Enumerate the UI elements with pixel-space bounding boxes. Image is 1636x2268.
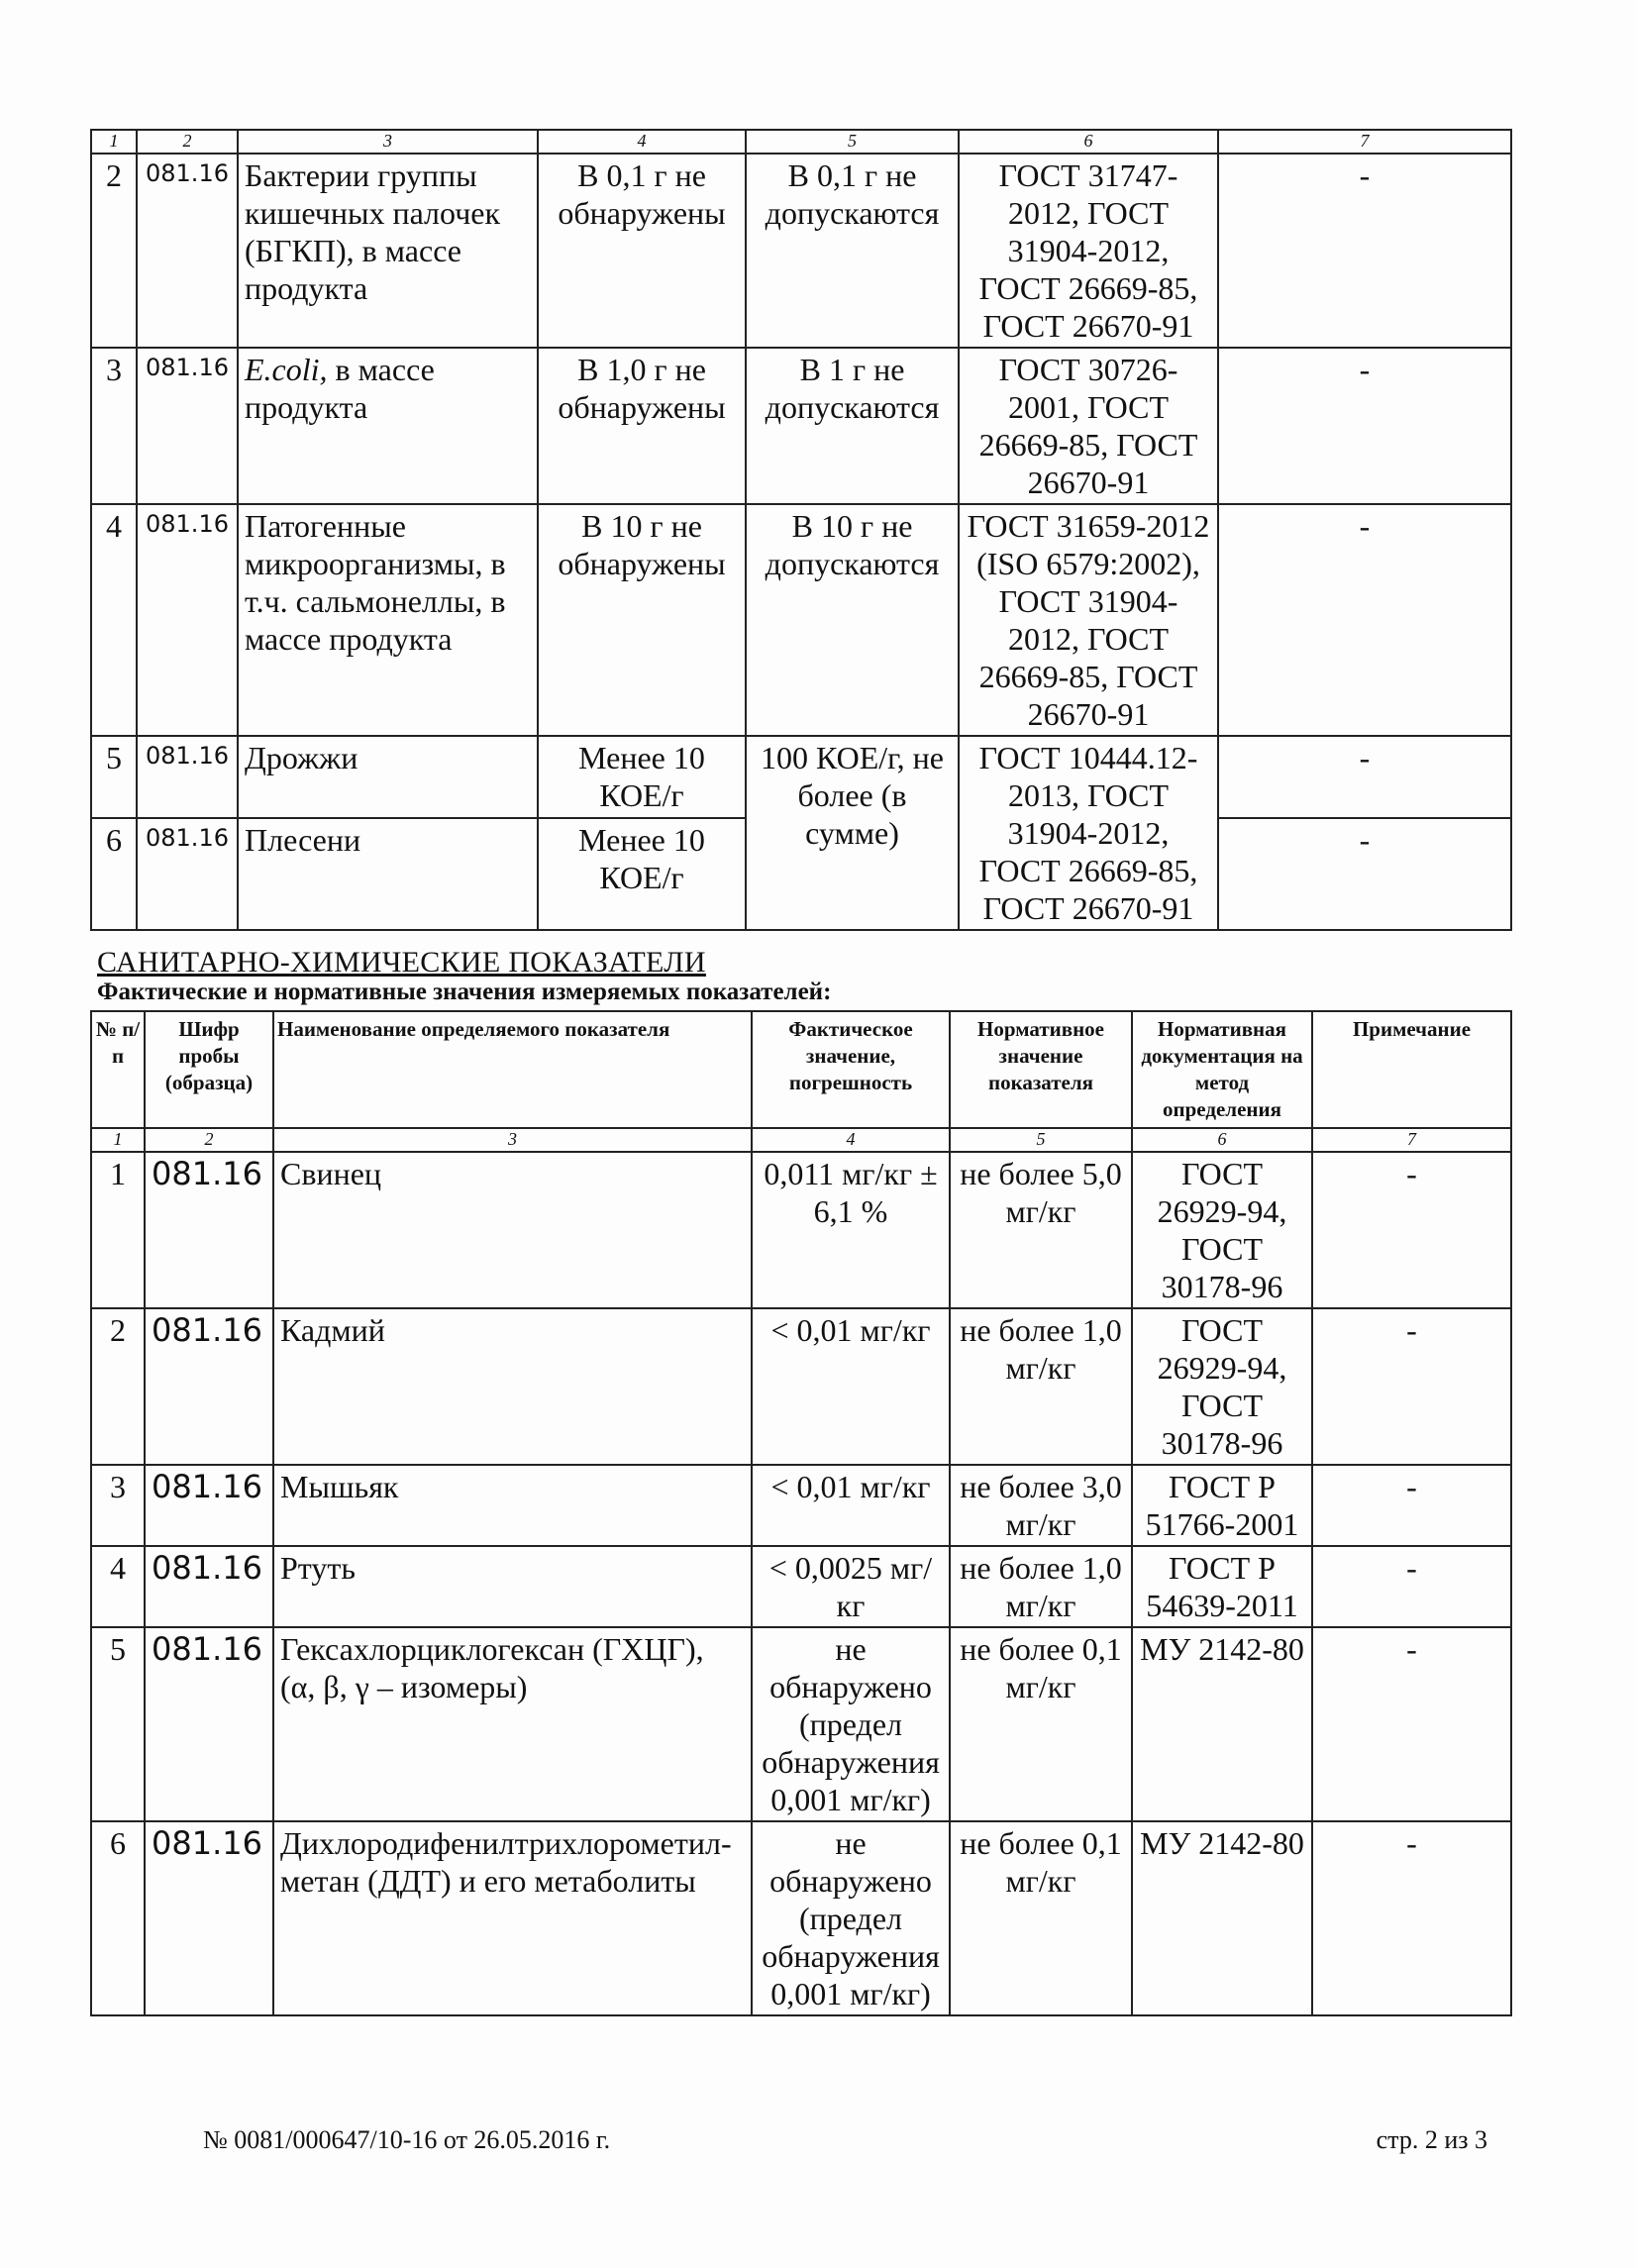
table-row [91, 736, 1511, 818]
norm-value: В 0,1 г не допускаются [746, 154, 959, 348]
table-row [91, 348, 1511, 504]
table-row [91, 154, 1511, 348]
indicator-name: Дрожжи [238, 736, 538, 818]
table-row [91, 1152, 1511, 1308]
table-row [91, 504, 1511, 736]
actual-value: Менее 10 КОЕ/г [538, 736, 746, 818]
column-number: 1 [91, 130, 137, 154]
column-number: 7 [1218, 130, 1511, 154]
actual-value: 0,011 мг/кг ± 6,1 % [752, 1152, 950, 1308]
indicator-name: Бактерии группы кишечных палочек (БГКП), в массе продукта [238, 154, 538, 348]
note: - [1218, 504, 1511, 736]
column-number: 4 [538, 130, 746, 154]
norm-value: не более 0,1 мг/кг [950, 1627, 1132, 1821]
norm-value: не более 0,1 мг/кг [950, 1821, 1132, 2015]
note: - [1218, 154, 1511, 348]
note: - [1312, 1308, 1511, 1465]
column-number: 2 [137, 130, 238, 154]
row-number: 6 [91, 1821, 145, 2015]
method-doc: ГОСТ 31659-2012 (ISO 6579:2002), ГОСТ 31904-2012, ГОСТ 26669-85, ГОСТ 26670-91 [959, 504, 1218, 736]
note: - [1218, 736, 1511, 818]
norm-value: 100 КОЕ/г, не более (в сумме) [746, 736, 959, 930]
actual-value: < 0,0025 мг/кг [752, 1546, 950, 1627]
norm-value: не более 3,0 мг/кг [950, 1465, 1132, 1546]
sample-code: 081.16 [137, 348, 238, 504]
indicator-name-italic: E.coli, [245, 352, 328, 387]
indicator-name: Дихлородифенилтрихлорометил-метан (ДДТ) и его метаболиты [273, 1821, 752, 2015]
column-number: 6 [959, 130, 1218, 154]
note: - [1218, 818, 1511, 930]
column-number: 5 [950, 1128, 1132, 1152]
header-method-doc: Нормативная документация на метод определения [1132, 1011, 1312, 1128]
header-norm-value: Нормативное значение показателя [950, 1011, 1132, 1128]
row-number: 4 [91, 1546, 145, 1627]
sample-code: 081.16 [145, 1627, 273, 1821]
indicator-name [238, 348, 538, 504]
sample-code: 081.16 [137, 154, 238, 348]
method-doc: ГОСТ 26929-94, ГОСТ 30178-96 [1132, 1308, 1312, 1465]
method-doc: ГОСТ 26929-94, ГОСТ 30178-96 [1132, 1152, 1312, 1308]
row-number: 1 [91, 1152, 145, 1308]
table-row [91, 1821, 1511, 2015]
microbiology-table [90, 129, 1512, 931]
norm-value: не более 1,0 мг/кг [950, 1308, 1132, 1465]
header-actual-value: Фактическое значение, погрешность [752, 1011, 950, 1128]
column-number-row [91, 1128, 1511, 1152]
indicator-name: Мышьяк [273, 1465, 752, 1546]
indicator-name: Ртуть [273, 1546, 752, 1627]
indicator-name: Гексахлорциклогексан (ГХЦГ), (α, β, γ – изомеры) [273, 1627, 752, 1821]
sample-code: 081.16 [145, 1152, 273, 1308]
indicator-name-rest: в массе продукта [245, 352, 435, 425]
actual-value: не обнаружено (предел обнаружения 0,001 мг/кг) [752, 1821, 950, 2015]
method-doc: ГОСТ 30726-2001, ГОСТ 26669-85, ГОСТ 26670-91 [959, 348, 1218, 504]
norm-value: В 10 г не допускаются [746, 504, 959, 736]
table-row [91, 1627, 1511, 1821]
method-doc: МУ 2142-80 [1132, 1821, 1312, 2015]
method-doc: МУ 2142-80 [1132, 1627, 1312, 1821]
section-title: САНИТАРНО-ХИМИЧЕСКИЕ ПОКАЗАТЕЛИ [97, 946, 706, 979]
actual-value: В 10 г не обнаружены [538, 504, 746, 736]
method-doc: ГОСТ Р 51766-2001 [1132, 1465, 1312, 1546]
column-number: 3 [273, 1128, 752, 1152]
row-number: 6 [91, 818, 137, 930]
indicator-name: Плесени [238, 818, 538, 930]
column-number: 2 [145, 1128, 273, 1152]
row-number: 3 [91, 348, 137, 504]
sample-code: 081.16 [137, 736, 238, 818]
note: - [1218, 348, 1511, 504]
actual-value: < 0,01 мг/кг [752, 1465, 950, 1546]
note: - [1312, 1152, 1511, 1308]
header-sample-code: Шифр пробы (образца) [145, 1011, 273, 1128]
norm-value: не более 5,0 мг/кг [950, 1152, 1132, 1308]
indicator-name: Свинец [273, 1152, 752, 1308]
sample-code: 081.16 [145, 1308, 273, 1465]
note: - [1312, 1465, 1511, 1546]
actual-value: не обнаружено (предел обнаружения 0,001 мг/кг) [752, 1627, 950, 1821]
header-number: № п/п [91, 1011, 145, 1128]
actual-value: В 0,1 г не обнаружены [538, 154, 746, 348]
column-number: 1 [91, 1128, 145, 1152]
column-number-row [91, 130, 1511, 154]
actual-value: В 1,0 г не обнаружены [538, 348, 746, 504]
header-indicator-name: Наименование определяемого показателя [273, 1011, 752, 1128]
actual-value: < 0,01 мг/кг [752, 1308, 950, 1465]
row-number: 3 [91, 1465, 145, 1546]
method-doc: ГОСТ 10444.12-2013, ГОСТ 31904-2012, ГОСТ 26669-85, ГОСТ 26670-91 [959, 736, 1218, 930]
column-number: 3 [238, 130, 538, 154]
table-row [91, 1546, 1511, 1627]
method-doc: ГОСТ Р 54639-2011 [1132, 1546, 1312, 1627]
sample-code: 081.16 [145, 1546, 273, 1627]
column-number: 6 [1132, 1128, 1312, 1152]
table-row [91, 1308, 1511, 1465]
sample-code: 081.16 [145, 1821, 273, 2015]
row-number: 5 [91, 1627, 145, 1821]
indicator-name: Кадмий [273, 1308, 752, 1465]
norm-value: В 1 г не допускаются [746, 348, 959, 504]
page-number: стр. 2 из 3 [1376, 2125, 1487, 2154]
header-note: Примечание [1312, 1011, 1511, 1128]
row-number: 4 [91, 504, 137, 736]
indicator-name: Патогенные микроорганизмы, в т.ч. сальмонеллы, в массе продукта [238, 504, 538, 736]
section-subtitle: Фактические и нормативные значения измеряемых показателей: [97, 979, 832, 1005]
sample-code: 081.16 [137, 504, 238, 736]
sample-code: 081.16 [145, 1465, 273, 1546]
norm-value: не более 1,0 мг/кг [950, 1546, 1132, 1627]
note: - [1312, 1627, 1511, 1821]
row-number: 2 [91, 154, 137, 348]
row-number: 5 [91, 736, 137, 818]
column-number: 7 [1312, 1128, 1511, 1152]
document-number: № 0081/000647/10-16 от 26.05.2016 г. [203, 2125, 611, 2154]
row-number: 2 [91, 1308, 145, 1465]
note: - [1312, 1546, 1511, 1627]
actual-value: Менее 10 КОЕ/г [538, 818, 746, 930]
sample-code: 081.16 [137, 818, 238, 930]
method-doc: ГОСТ 31747-2012, ГОСТ 31904-2012, ГОСТ 26669-85, ГОСТ 26670-91 [959, 154, 1218, 348]
note: - [1312, 1821, 1511, 2015]
header-row [91, 1011, 1511, 1128]
column-number: 5 [746, 130, 959, 154]
table-row [91, 1465, 1511, 1546]
column-number: 4 [752, 1128, 950, 1152]
chemistry-table [90, 1010, 1512, 2016]
